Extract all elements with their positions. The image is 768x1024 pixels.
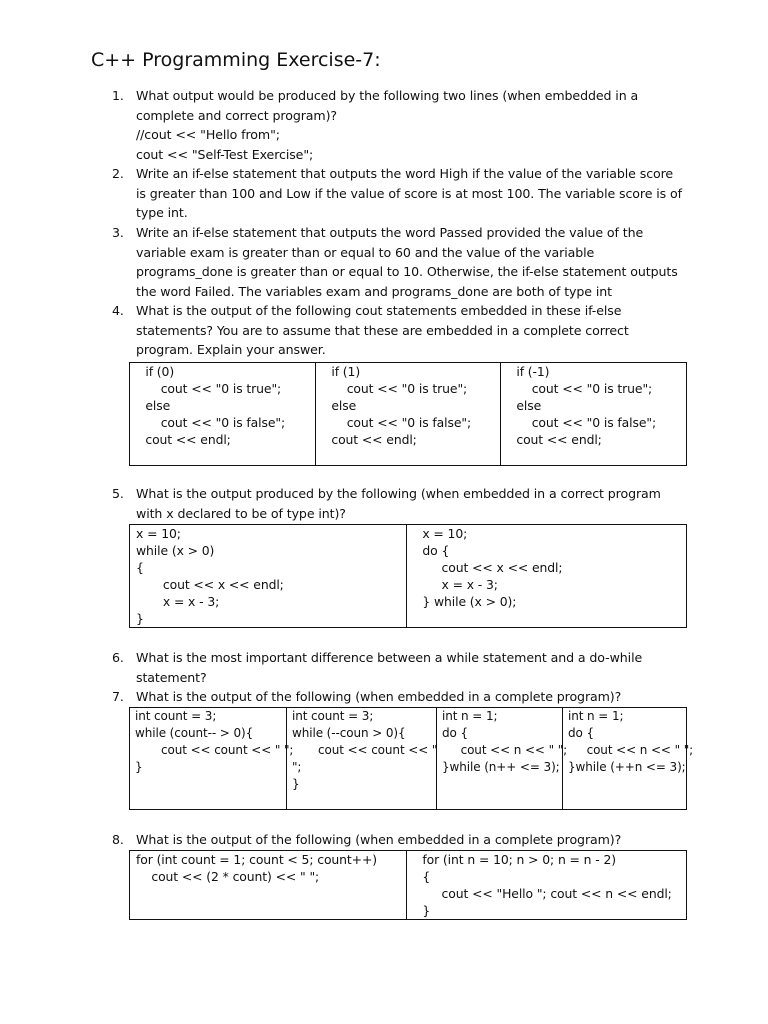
code-line: cout << endl; [501,432,602,447]
question-text-line: What is the output of the following (when embedded in a complete program)? [136,832,622,847]
code-line: do { [568,726,595,740]
code-line: if (-1) [501,364,550,379]
code-line: cout << "0 is false"; [316,415,472,430]
code-line: }while (++n <= 3); [568,760,686,774]
question-number: 1. [112,88,124,103]
question-text-line: What is the output of the following (when embedded in a complete program)? [136,689,622,704]
code-cell [407,851,687,920]
code-line: //cout << "Hello from"; [136,127,280,143]
code-line: x = x - 3; [407,577,498,592]
code-line: cout << "0 is true"; [130,381,282,396]
code-line: cout << "Self-Test Exercise"; [136,146,314,162]
code-cell [287,708,437,810]
code-line: while (x > 0) [136,543,215,558]
question-text-line: type int. [136,205,188,221]
code-line: cout << "Hello "; cout << n << endl; [407,886,672,901]
code-cell [501,363,687,466]
code-line: while (--coun > 0){ [292,726,406,740]
question-text-line: with x declared to be of type int)? [136,505,346,521]
code-line: while (count-- > 0){ [135,726,254,740]
code-line: cout << count << " [292,743,438,757]
code-line: else [130,398,171,413]
question-text-line: What is the output produced by the following (when embedded in a correct program [136,486,661,501]
question-text-line: Write an if-else statement that outputs the word High if the value of the variable score [136,166,674,181]
question-number: 4. [112,303,124,318]
question-text-line: Write an if-else statement that outputs the word Passed provided the value of the [136,225,644,240]
code-table-q8 [129,850,687,920]
code-line: cout << endl; [130,432,231,447]
question-text-line: complete and correct program)? [136,107,337,123]
question-number: 8. [112,832,124,847]
code-line: cout << endl; [316,432,417,447]
question-text-line: program. Explain your answer. [136,342,326,358]
code-line: cout << n << " "; [568,743,694,757]
question-number: 7. [112,689,124,704]
code-line: cout << (2 * count) << " "; [136,869,320,884]
code-line: int count = 3; [292,709,374,723]
code-line: do { [407,543,450,558]
code-line: cout << x << endl; [136,577,284,592]
code-cell [130,708,294,810]
code-line: { [136,560,144,575]
code-line: x = x - 3; [136,594,220,609]
code-line: } [407,903,431,918]
question-text-line: variable exam is greater than or equal to 60 and the value of the variable [136,244,595,260]
question-text-line: statement? [136,669,207,685]
code-line: cout << n << " "; [442,743,568,757]
code-line: cout << "0 is false"; [501,415,657,430]
code-line: else [316,398,357,413]
code-table-q5 [129,524,687,628]
code-line: x = 10; [136,526,181,541]
code-line: for (int n = 10; n > 0; n = n - 2) [407,852,616,867]
question-text-line: statements? You are to assume that these are embedded in a complete correct [136,322,629,338]
question-text-line: What output would be produced by the following two lines (when embedded in a [136,88,639,103]
code-line: "; [292,760,302,774]
code-cell [407,525,687,628]
code-cell [130,363,316,466]
question-text-line: programs_done is greater than or equal to 10. Otherwise, the if-else statement outputs [136,264,678,280]
code-line: } [292,777,300,791]
code-line: { [407,869,431,884]
code-table-q4 [129,362,687,466]
code-line: else [501,398,542,413]
page-title: C++ Programming Exercise-7: [91,49,381,71]
code-table-q7 [129,707,694,810]
question-text-line: the word Failed. The variables exam and programs_done are both of type int [136,283,612,299]
question-number: 3. [112,225,124,240]
question-text-line: What is the output of the following cout statements embedded in these if-else [136,303,622,318]
code-cell [130,851,407,920]
code-line: }while (n++ <= 3); [442,760,560,774]
code-line: } [136,611,144,626]
question-number: 5. [112,486,124,501]
code-line: int n = 1; [442,709,498,723]
code-cell [437,708,568,810]
code-line: int n = 1; [568,709,624,723]
code-line: cout << x << endl; [407,560,563,575]
code-line: cout << "0 is true"; [316,381,468,396]
code-line: int count = 3; [135,709,217,723]
question-text-line: What is the most important difference between a while statement and a do-while [136,650,643,665]
code-line: if (1) [316,364,361,379]
question-number: 2. [112,166,124,181]
code-cell [130,525,407,628]
code-line: cout << "0 is true"; [501,381,653,396]
code-cell [563,708,694,810]
code-line: for (int count = 1; count < 5; count++) [136,852,377,867]
question-number: 6. [112,650,124,665]
question-text-line: is greater than 100 and Low if the value of score is at most 100. The variable score is of [136,185,682,201]
code-line: } while (x > 0); [407,594,517,609]
code-line: cout << count << " "; [135,743,294,757]
code-line: do { [442,726,469,740]
code-cell [316,363,501,466]
code-line: } [135,760,143,774]
code-line: if (0) [130,364,175,379]
code-line: cout << "0 is false"; [130,415,286,430]
code-line: x = 10; [407,526,468,541]
